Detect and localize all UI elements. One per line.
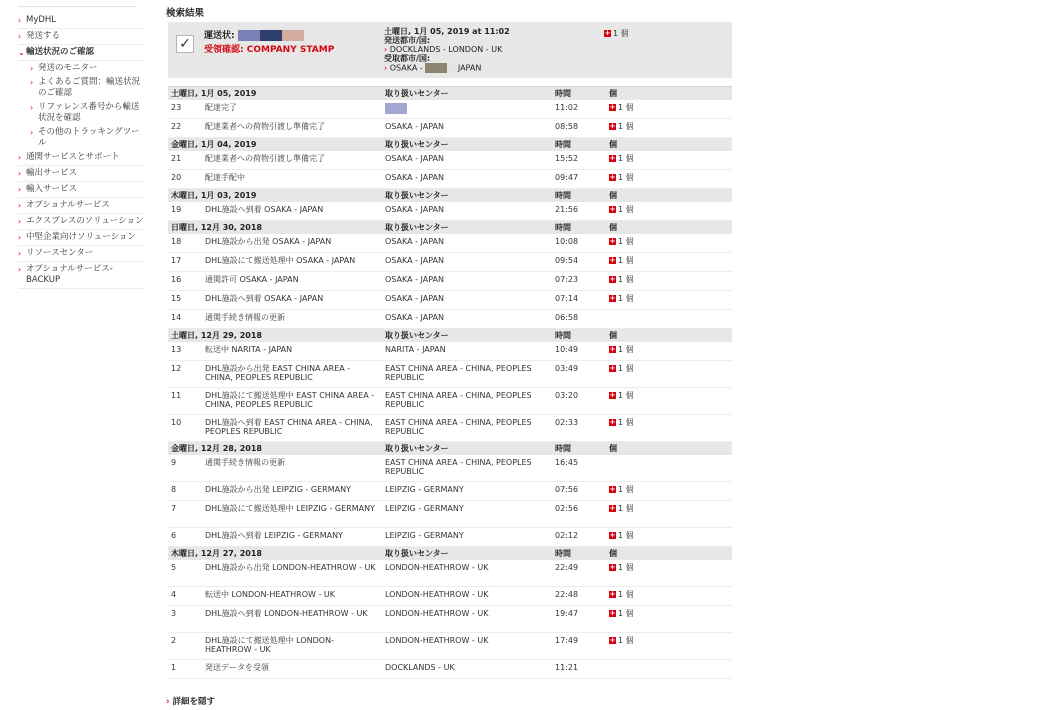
sidebar-subitem[interactable] [18, 127, 144, 152]
sidebar-item[interactable] [18, 264, 144, 289]
column-header-time: 時間 [552, 189, 606, 203]
event-location: EAST CHINA AREA - CHINA, PEOPLES REPUBLIC [382, 361, 552, 388]
table-row [168, 342, 732, 361]
column-header-time: 時間 [552, 87, 606, 101]
event-number: 22 [168, 119, 202, 138]
event-description: 転送中 LONDON-HEATHROW - UK [202, 587, 382, 606]
date-header: 日曜日, 12月 30, 2018 [168, 221, 382, 235]
event-location: OSAKA - JAPAN [382, 119, 552, 138]
waybill-redacted [238, 31, 304, 41]
sidebar-subitem-label: リファレンス番号から輸送状況を確認 [38, 102, 140, 123]
event-location: LEIPZIG - GERMANY [382, 501, 552, 528]
sidebar-top-divider [18, 0, 136, 7]
destination-value: › OSAKA - JAPAN [384, 63, 482, 73]
sidebar-item-label: 発送する [26, 31, 61, 41]
event-description: DHL施設へ到着 EAST CHINA AREA - CHINA, PEOPLES REPUBLIC [202, 415, 382, 442]
column-header-location: 取り扱いセンター [382, 329, 552, 343]
sidebar-subitem-label: その他のトラッキングツール [38, 127, 140, 148]
origin-arrow-icon: › [384, 45, 388, 54]
event-pieces[interactable] [606, 202, 732, 221]
event-number: 2 [168, 633, 202, 660]
event-description: 配達完了 [202, 100, 382, 119]
table-row [168, 388, 732, 415]
destination-label: 受取都市/国: [384, 54, 431, 63]
event-number: 14 [168, 310, 202, 329]
sidebar-item[interactable] [18, 31, 144, 45]
event-location [382, 100, 552, 119]
event-description: 転送中 NARITA - JAPAN [202, 342, 382, 361]
event-description: DHL施設から出発 LEIPZIG - GERMANY [202, 482, 382, 501]
event-location: OSAKA - JAPAN [382, 170, 552, 189]
pieces-label: 1 個 [618, 504, 634, 513]
tracking-history-table [168, 86, 732, 679]
event-time: 02:12 [552, 528, 606, 547]
table-row [168, 482, 732, 501]
sidebar-item[interactable] [18, 232, 144, 246]
event-time: 17:49 [552, 633, 606, 660]
destination-redacted [425, 63, 447, 73]
event-pieces [606, 660, 732, 679]
column-header-location: 取り扱いセンター [382, 442, 552, 456]
event-number: 8 [168, 482, 202, 501]
event-time: 03:20 [552, 388, 606, 415]
destination-arrow-icon: › [384, 63, 388, 73]
table-row [168, 528, 732, 547]
plus-icon[interactable]: + [609, 531, 616, 539]
sidebar-item[interactable] [18, 200, 144, 214]
event-location: EAST CHINA AREA - CHINA, PEOPLES REPUBLIC [382, 388, 552, 415]
event-location: OSAKA - JAPAN [382, 202, 552, 221]
column-header-pieces: 個 [606, 189, 732, 203]
redaction-block [282, 30, 304, 41]
event-description: DHL施設へ到着 LEIPZIG - GERMANY [202, 528, 382, 547]
event-description: DHL施設にて搬送処理中 OSAKA - JAPAN [202, 253, 382, 272]
event-number: 13 [168, 342, 202, 361]
sidebar-subitem-label: 発送のモニター [38, 63, 98, 73]
date-header-row [168, 329, 732, 343]
event-number: 12 [168, 361, 202, 388]
event-location: OSAKA - JAPAN [382, 272, 552, 291]
signed-by: 受領確認: COMPANY STAMP [204, 45, 335, 55]
event-description: DHL施設へ到着 OSAKA - JAPAN [202, 291, 382, 310]
event-pieces[interactable] [606, 501, 732, 528]
event-description: DHL施設から出発 EAST CHINA AREA - CHINA, PEOPLES REPUBLIC [202, 361, 382, 388]
summary-pieces[interactable]: + 1 個 [604, 29, 629, 38]
event-number: 17 [168, 253, 202, 272]
sidebar-subitem-label: よくあるご質問：輸送状況のご確認 [38, 77, 141, 98]
event-pieces[interactable] [606, 606, 732, 633]
table-row [168, 310, 732, 329]
chevron-right-icon: › [18, 185, 22, 194]
event-pieces[interactable] [606, 560, 732, 587]
sidebar-item[interactable] [18, 168, 144, 182]
pieces-label: 1 個 [618, 154, 634, 163]
event-pieces [606, 310, 732, 329]
event-time: 09:47 [552, 170, 606, 189]
event-description: DHL施設にて搬送処理中 LEIPZIG - GERMANY [202, 501, 382, 528]
event-location: LONDON-HEATHROW - UK [382, 560, 552, 587]
plus-icon[interactable]: + [609, 237, 616, 245]
sidebar-item-label: オプショナルサービス-BACKUP [26, 264, 113, 285]
pieces-label: 1 個 [618, 609, 634, 618]
event-pieces[interactable] [606, 482, 732, 501]
event-description: DHL施設から出発 LONDON-HEATHROW - UK [202, 560, 382, 587]
sidebar-subitem[interactable] [18, 102, 144, 127]
event-time: 19:47 [552, 606, 606, 633]
sidebar-item-label: リソースセンター [26, 248, 94, 258]
event-time: 02:33 [552, 415, 606, 442]
column-header-pieces: 個 [606, 547, 732, 561]
chevron-right-icon: › [18, 169, 22, 178]
summary-route [384, 27, 510, 73]
plus-icon[interactable]: + [609, 504, 616, 512]
date-header: 金曜日, 12月 28, 2018 [168, 442, 382, 456]
column-header-pieces: 個 [606, 221, 732, 235]
event-number: 1 [168, 660, 202, 679]
event-location: OSAKA - JAPAN [382, 310, 552, 329]
origin-value: › DOCKLANDS - LONDON - UK [384, 45, 503, 54]
hide-details-link[interactable]: › 詳細を隠す [166, 697, 215, 707]
origin-label: 発送都市/国: [384, 36, 431, 45]
table-row [168, 291, 732, 310]
table-row [168, 272, 732, 291]
table-row [168, 633, 732, 660]
sidebar-item-label: 輸送状況のご確認 [26, 47, 95, 57]
chevron-right-icon: › [30, 103, 34, 112]
plus-icon[interactable]: + [609, 205, 616, 213]
sidebar-item-label: 輸出サービス [26, 168, 78, 178]
event-description: DHL施設へ到着 OSAKA - JAPAN [202, 202, 382, 221]
event-description: 発送データを受領 [202, 660, 382, 679]
chevron-right-icon: › [18, 217, 22, 226]
table-row [168, 606, 732, 633]
pieces-label: 1 個 [618, 418, 634, 427]
chevron-right-icon: › [166, 697, 170, 707]
event-pieces[interactable] [606, 361, 732, 388]
column-header-location: 取り扱いセンター [382, 547, 552, 561]
sidebar-item[interactable] [18, 152, 144, 166]
plus-icon[interactable]: + [609, 563, 616, 571]
event-time: 11:02 [552, 100, 606, 119]
event-number: 19 [168, 202, 202, 221]
event-time: 10:49 [552, 342, 606, 361]
column-header-pieces: 個 [606, 138, 732, 152]
event-number: 6 [168, 528, 202, 547]
event-number: 20 [168, 170, 202, 189]
delivery-datetime: 土曜日, 1月 05, 2019 at 11:02 [384, 27, 510, 36]
event-description: DHL施設から出発 OSAKA - JAPAN [202, 234, 382, 253]
table-row [168, 361, 732, 388]
pieces-label: 1 個 [618, 531, 634, 540]
event-description: 配達業者への荷物引渡し準備完了 [202, 119, 382, 138]
chevron-right-icon: › [30, 64, 34, 73]
event-number: 9 [168, 455, 202, 482]
event-pieces[interactable] [606, 528, 732, 547]
event-number: 7 [168, 501, 202, 528]
sidebar-item[interactable] [18, 47, 144, 61]
table-row [168, 587, 732, 606]
sidebar-subitem[interactable] [18, 63, 144, 77]
event-description: 配達手配中 [202, 170, 382, 189]
date-header: 土曜日, 12月 29, 2018 [168, 329, 382, 343]
redaction-block [238, 30, 260, 41]
event-description: 通関手続き情報の更新 [202, 455, 382, 482]
redaction-block [260, 30, 282, 41]
event-number: 4 [168, 587, 202, 606]
date-header-row [168, 189, 732, 203]
event-description: DHL施設にて搬送処理中 LONDON-HEATHROW - UK [202, 633, 382, 660]
event-time: 07:14 [552, 291, 606, 310]
chevron-right-icon: › [30, 78, 34, 87]
event-pieces[interactable] [606, 342, 732, 361]
pieces-label: 1 個 [618, 364, 634, 373]
sidebar-item-label: 通関サービスとサポート [26, 152, 120, 162]
pieces-label: 1 個 [618, 345, 634, 354]
plus-icon[interactable]: + [609, 122, 616, 130]
event-number: 23 [168, 100, 202, 119]
event-time: 07:23 [552, 272, 606, 291]
pieces-label: 1 個 [618, 275, 634, 284]
event-pieces[interactable] [606, 234, 732, 253]
plus-icon[interactable]: + [609, 391, 616, 399]
table-row [168, 100, 732, 119]
sidebar-list [18, 15, 142, 289]
event-description: DHL施設にて搬送処理中 EAST CHINA AREA - CHINA, PEOPLES REPUBLIC [202, 388, 382, 415]
delivered-check-icon: ✓ [176, 35, 194, 53]
event-location: LONDON-HEATHROW - UK [382, 606, 552, 633]
event-number: 3 [168, 606, 202, 633]
date-header: 土曜日, 1月 05, 2019 [168, 87, 382, 101]
date-header-row [168, 221, 732, 235]
plus-icon[interactable]: + [609, 609, 616, 617]
chevron-right-icon: › [18, 16, 22, 25]
event-description: 通関許可 OSAKA - JAPAN [202, 272, 382, 291]
sidebar-item[interactable] [18, 15, 144, 29]
table-row [168, 151, 732, 170]
event-time: 06:58 [552, 310, 606, 329]
chevron-right-icon: › [18, 201, 22, 210]
sidebar-item-label: オプショナルサービス [26, 200, 110, 210]
waybill-label: 運送状: [204, 31, 235, 41]
event-description: DHL施設へ到着 LONDON-HEATHROW - UK [202, 606, 382, 633]
event-pieces[interactable] [606, 291, 732, 310]
table-row [168, 202, 732, 221]
event-number: 10 [168, 415, 202, 442]
chevron-right-icon: › [18, 249, 22, 258]
table-row [168, 170, 732, 189]
table-row [168, 253, 732, 272]
column-header-pieces: 個 [606, 442, 732, 456]
plus-icon[interactable]: + [604, 29, 611, 37]
pieces-label: 1 個 [618, 485, 634, 494]
event-pieces[interactable] [606, 415, 732, 442]
event-time: 22:49 [552, 560, 606, 587]
waybill-number [204, 28, 304, 41]
table-row [168, 560, 732, 587]
sidebar-item[interactable] [18, 216, 144, 230]
column-header-location: 取り扱いセンター [382, 138, 552, 152]
table-row [168, 455, 732, 482]
event-pieces[interactable] [606, 170, 732, 189]
sidebar-subitem[interactable] [18, 77, 144, 102]
event-pieces[interactable] [606, 253, 732, 272]
event-time: 07:56 [552, 482, 606, 501]
plus-icon[interactable]: + [609, 364, 616, 372]
event-number: 5 [168, 560, 202, 587]
event-time: 11:21 [552, 660, 606, 679]
event-location: OSAKA - JAPAN [382, 253, 552, 272]
pieces-label: 1 個 [618, 205, 634, 214]
sidebar-item[interactable] [18, 248, 144, 262]
table-row [168, 119, 732, 138]
sidebar-item-label: 輸入サービス [26, 184, 78, 194]
date-header: 金曜日, 1月 04, 2019 [168, 138, 382, 152]
event-number: 11 [168, 388, 202, 415]
column-header-location: 取り扱いセンター [382, 221, 552, 235]
event-time: 22:48 [552, 587, 606, 606]
event-pieces[interactable] [606, 633, 732, 660]
chevron-right-icon: › [18, 153, 22, 162]
column-header-pieces: 個 [606, 87, 732, 101]
event-location: OSAKA - JAPAN [382, 234, 552, 253]
plus-icon[interactable]: + [609, 636, 616, 644]
column-header-time: 時間 [552, 221, 606, 235]
table-row [168, 660, 732, 679]
event-time: 02:56 [552, 501, 606, 528]
event-number: 16 [168, 272, 202, 291]
pieces-label: 1 個 [618, 294, 634, 303]
plus-icon[interactable]: + [609, 590, 616, 598]
table-row [168, 501, 732, 528]
column-header-time: 時間 [552, 329, 606, 343]
event-description: 配達業者への荷物引渡し準備完了 [202, 151, 382, 170]
column-header-pieces: 個 [606, 329, 732, 343]
event-location: OSAKA - JAPAN [382, 151, 552, 170]
table-row [168, 415, 732, 442]
plus-icon[interactable]: + [609, 485, 616, 493]
event-time: 10:08 [552, 234, 606, 253]
pieces-label: 1 個 [618, 237, 634, 246]
column-header-time: 時間 [552, 547, 606, 561]
chevron-right-icon: › [18, 233, 22, 242]
shipment-summary [168, 22, 732, 78]
event-number: 15 [168, 291, 202, 310]
event-location: DOCKLANDS - UK [382, 660, 552, 679]
chevron-down-icon: ⌄ [18, 48, 25, 57]
plus-icon[interactable]: + [609, 294, 616, 302]
date-header: 木曜日, 1月 03, 2019 [168, 189, 382, 203]
sidebar-item-label: エクスプレスのソリューション [26, 216, 144, 226]
column-header-time: 時間 [552, 442, 606, 456]
event-pieces[interactable] [606, 119, 732, 138]
event-location: OSAKA - JAPAN [382, 291, 552, 310]
event-time: 08:58 [552, 119, 606, 138]
pieces-label: 1 個 [618, 590, 634, 599]
event-pieces[interactable] [606, 587, 732, 606]
pieces-label: 1 個 [618, 122, 634, 131]
event-location: LONDON-HEATHROW - UK [382, 587, 552, 606]
event-pieces[interactable] [606, 151, 732, 170]
event-time: 15:52 [552, 151, 606, 170]
sidebar-item[interactable] [18, 184, 144, 198]
event-location: LEIPZIG - GERMANY [382, 482, 552, 501]
event-pieces[interactable] [606, 388, 732, 415]
chevron-right-icon: › [30, 128, 34, 137]
plus-icon[interactable]: + [609, 173, 616, 181]
table-row [168, 234, 732, 253]
column-header-location: 取り扱いセンター [382, 189, 552, 203]
plus-icon[interactable]: + [609, 418, 616, 426]
plus-icon[interactable]: + [609, 154, 616, 162]
event-description: 通関手続き情報の更新 [202, 310, 382, 329]
plus-icon[interactable]: + [609, 103, 616, 111]
column-header-time: 時間 [552, 138, 606, 152]
date-header-row [168, 547, 732, 561]
pieces-label: 1 個 [618, 563, 634, 572]
event-pieces[interactable] [606, 272, 732, 291]
chevron-right-icon: › [18, 265, 22, 274]
pieces-label: 1 個 [618, 636, 634, 645]
event-time: 09:54 [552, 253, 606, 272]
event-pieces[interactable] [606, 100, 732, 119]
redaction-block [385, 103, 407, 114]
event-location: NARITA - JAPAN [382, 342, 552, 361]
sidebar-item-label: 中堅企業向けソリューション [26, 232, 136, 242]
event-time: 16:45 [552, 455, 606, 482]
event-location: LEIPZIG - GERMANY [382, 528, 552, 547]
sidebar-item-label: MyDHL [26, 15, 57, 25]
event-time: 03:49 [552, 361, 606, 388]
sidebar-nav [18, 0, 142, 291]
chevron-right-icon: › [18, 32, 22, 41]
date-header: 木曜日, 12月 27, 2018 [168, 547, 382, 561]
plus-icon[interactable]: + [609, 345, 616, 353]
event-time: 21:56 [552, 202, 606, 221]
plus-icon[interactable]: + [609, 275, 616, 283]
main-content [166, 0, 736, 672]
page-title: 検索結果 [166, 8, 205, 19]
pieces-label: 1 個 [618, 173, 634, 182]
pieces-label: 1 個 [618, 256, 634, 265]
event-location: EAST CHINA AREA - CHINA, PEOPLES REPUBLIC [382, 415, 552, 442]
date-header-row [168, 442, 732, 456]
plus-icon[interactable]: + [609, 256, 616, 264]
column-header-location: 取り扱いセンター [382, 87, 552, 101]
event-pieces [606, 455, 732, 482]
date-header-row [168, 87, 732, 101]
date-header-row [168, 138, 732, 152]
pieces-label: 1 個 [618, 391, 634, 400]
event-number: 21 [168, 151, 202, 170]
event-location: LONDON-HEATHROW - UK [382, 633, 552, 660]
pieces-label: 1 個 [618, 103, 634, 112]
event-location: EAST CHINA AREA - CHINA, PEOPLES REPUBLIC [382, 455, 552, 482]
event-number: 18 [168, 234, 202, 253]
